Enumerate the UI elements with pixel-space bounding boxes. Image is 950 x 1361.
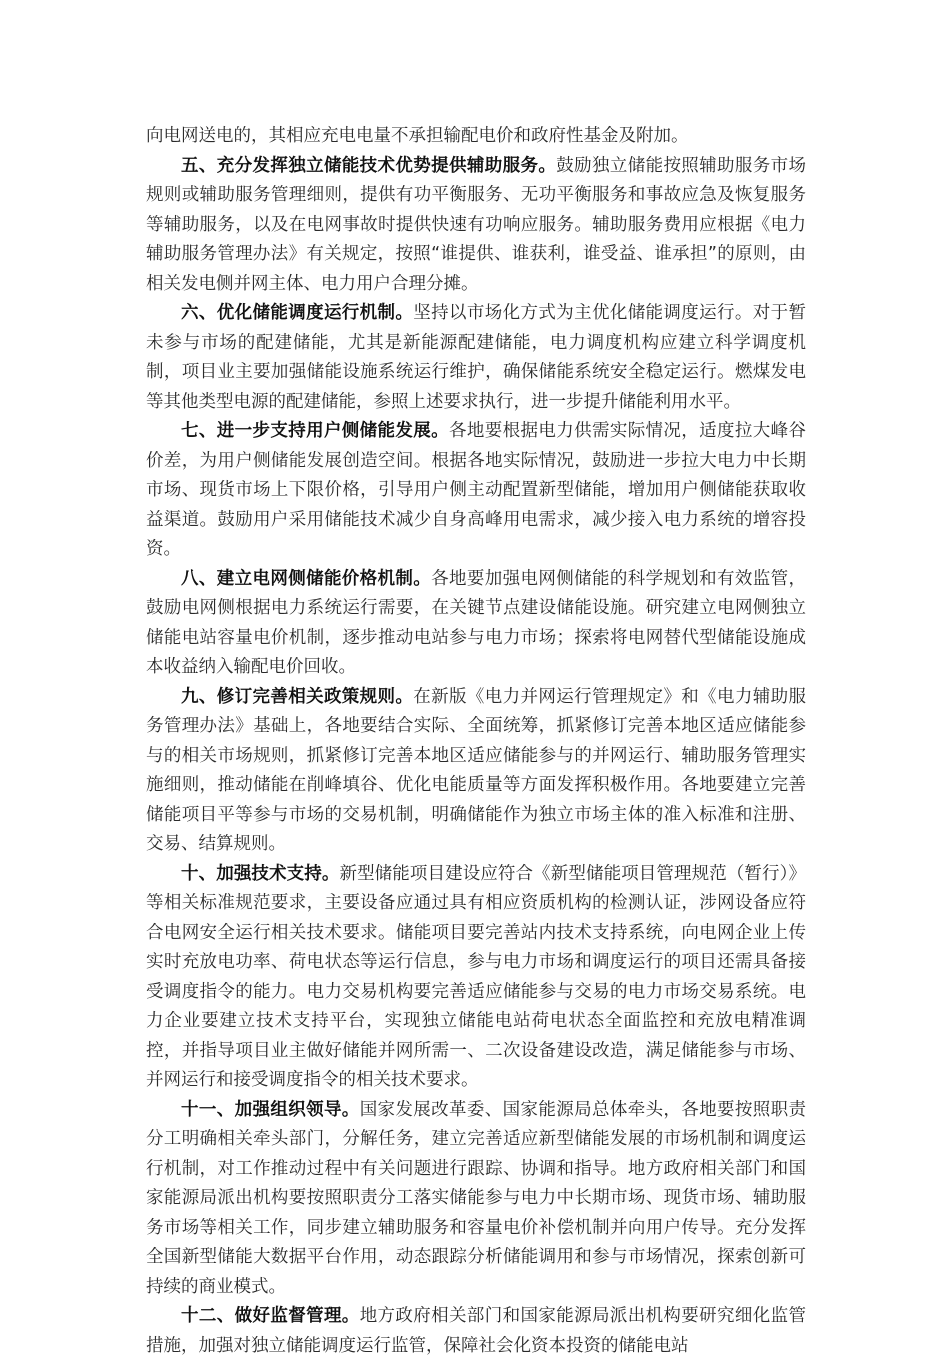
paragraph-section-10 <box>146 860 806 1096</box>
paragraph-section-5 <box>146 152 806 300</box>
paragraph-body: 新型储能项目建设应符合《新型储能项目管理规范（暂行）》等相关标准规范要求，主要设备应通过具有相应资质机构的检测认证，涉网设备应符合电网安全运行相关技术要求。储能项目要完善站内技术支持系统，向电网企业上传实时充放电功率、荷电状态等运行信息，参与电力市场和调度运行的项目还需具备接受调度指令的能力。电力交易机构要完善适应储能参与交易的电力市场交易系统。电力企业要建立技术支持平台，实现独立储能电站荷电状态全面监控和充放电精准调控，并指导项目业主做好储能并网所需一、二次设备建设改造，满足储能参与市场、并网运行和接受调度指令的相关技术要求。 <box>146 863 807 1090</box>
section-heading: 七、进一步支持用户侧储能发展。 <box>181 421 450 441</box>
paragraph-section-6 <box>146 299 806 417</box>
paragraph-continuation <box>146 122 806 152</box>
paragraph-body: 地方政府相关部门和国家能源局派出机构要研究细化监管措施，加强对独立储能调度运行监管，保障社会化资本投资的储能电站 <box>146 1306 807 1356</box>
section-heading: 八、建立电网侧储能价格机制。 <box>181 568 432 589</box>
section-heading: 十、加强技术支持。 <box>181 863 340 884</box>
section-heading: 五、充分发挥独立储能技术优势提供辅助服务。 <box>181 155 557 176</box>
paragraph-body: 国家发展改革委、国家能源局总体牵头，各地要按照职责分工明确相关牵头部门，分解任务，建立完善适应新型储能发展的市场机制和调度运行机制，对工作推动过程中有关问题进行跟踪、协调和指导。地方政府相关部门和国家能源局派出机构要按照职责分工落实储能参与电力中长期市场、现货市场、辅助服务市场等相关工作，同步建立辅助服务和容量电价补偿机制并向用户传导。充分发挥全国新型储能大数据平台作用，动态跟踪分析储能调用和参与市场情况，探索创新可持续的商业模式。 <box>146 1099 807 1297</box>
paragraph-body: 坚持以市场化方式为主优化储能调度运行。对于暂未参与市场的配建储能，尤其是新能源配建储能，电力调度机构应建立科学调度机制，项目业主要加强储能设施系统运行维护，确保储能系统安全稳定运行。燃煤发电等其他类型电源的配建储能，参照上述要求执行，进一步提升储能利用水平。 <box>146 303 807 412</box>
paragraph-section-11 <box>146 1096 806 1303</box>
paragraph-section-9 <box>146 683 806 860</box>
paragraph-body: 鼓励独立储能按照辅助服务市场规则或辅助服务管理细则，提供有功平衡服务、无功平衡服务和事故应急及恢复服务等辅助服务，以及在电网事故时提供快速有功响应服务。辅助服务费用应根据《电力辅助服务管理办法》有关规定，按照“谁提供、谁获利，谁受益、谁承担”的原则，由相关发电侧并网主体、电力用户合理分摊。 <box>146 155 807 294</box>
section-heading: 九、修订完善相关政策规则。 <box>181 686 414 707</box>
paragraph-body: 在新版《电力并网运行管理规定》和《电力辅助服务管理办法》基础上，各地要结合实际、全面统筹，抓紧修订完善本地区适应储能参与的相关市场规则，抓紧修订完善本地区适应储能参与的并网运行、辅助服务管理实施细则，推动储能在削峰填谷、优化电能质量等方面发挥积极作用。各地要建立完善储能项目平等参与市场的交易机制，明确储能作为独立市场主体的准入标准和注册、交易、结算规则。 <box>146 686 807 854</box>
document-body <box>146 122 806 1361</box>
section-heading: 六、优化储能调度运行机制。 <box>181 303 414 323</box>
paragraph-section-12 <box>146 1302 806 1361</box>
paragraph-body: 向电网送电的，其相应充电电量不承担输配电价和政府性基金及附加。 <box>146 126 689 146</box>
paragraph-section-7 <box>146 417 806 565</box>
paragraph-body: 各地要加强电网侧储能的科学规划和有效监管，鼓励电网侧根据电力系统运行需要，在关键节点建设储能设施。研究建立电网侧独立储能电站容量电价机制，逐步推动电站参与电力市场；探索将电网替代型储能设施成本收益纳入输配电价回收。 <box>146 568 807 677</box>
paragraph-body: 各地要根据电力供需实际情况，适度拉大峰谷价差，为用户侧储能发展创造空间。根据各地实际情况，鼓励进一步拉大电力中长期市场、现货市场上下限价格，引导用户侧主动配置新型储能，增加用户侧储能获取收益渠道。鼓励用户采用储能技术减少自身高峰用电需求，减少接入电力系统的增容投资。 <box>146 421 806 559</box>
section-heading: 十一、加强组织领导。 <box>181 1099 360 1120</box>
section-heading: 十二、做好监督管理。 <box>181 1306 360 1326</box>
paragraph-section-8 <box>146 565 806 683</box>
